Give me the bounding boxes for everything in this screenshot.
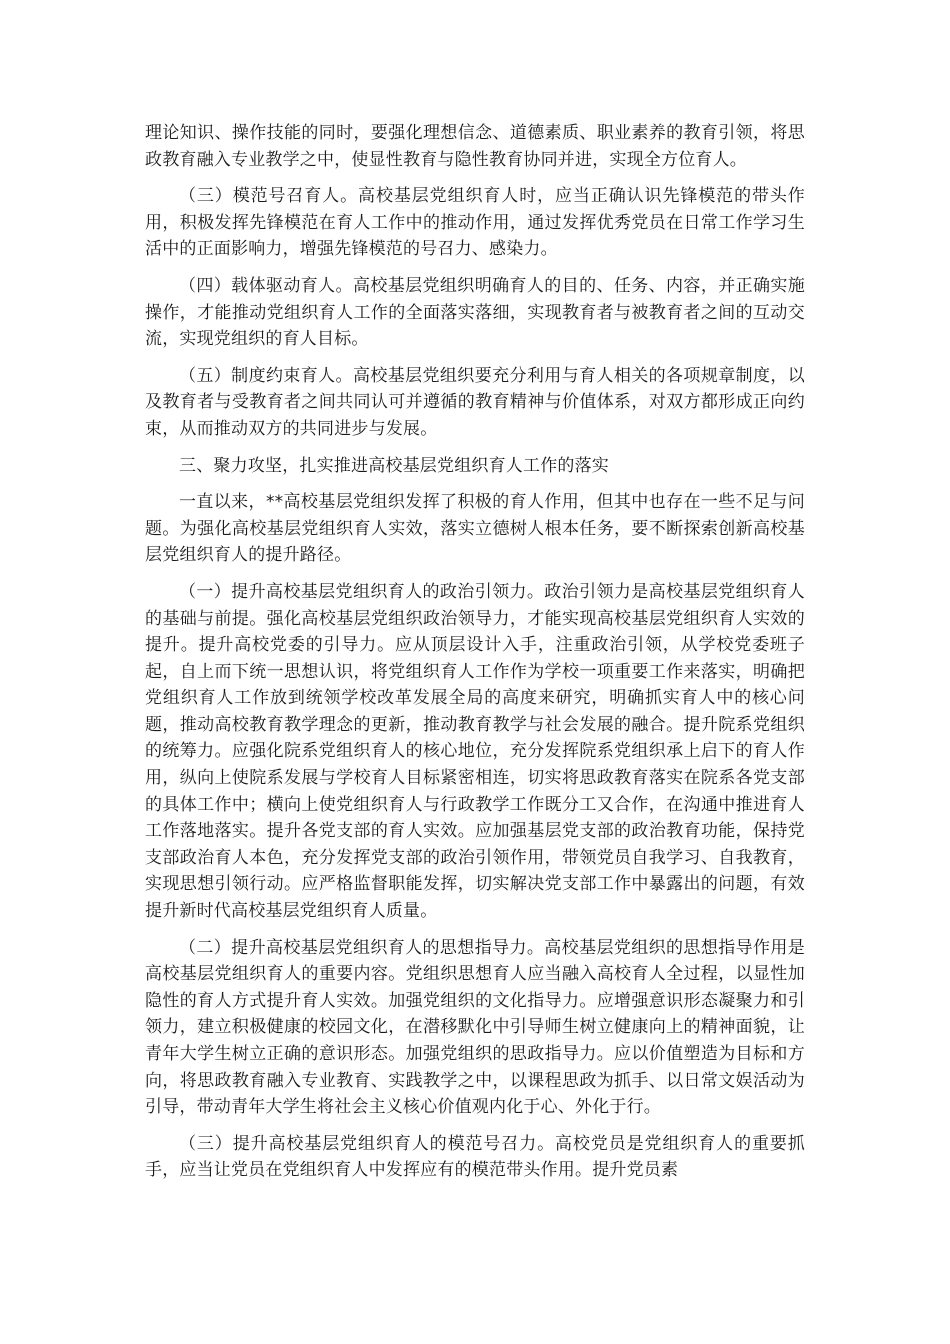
- paragraph-model-leading: （三）模范号召育人。高校基层党组织育人时，应当正确认识先锋模范的带头作用，积极发挥先锋模范在育人工作中的推动作用，通过发挥优秀党员在日常工作学习生活中的正面影响力，增强先锋模范的号召力、感染力。: [145, 186, 805, 260]
- paragraph-model-appeal: （三）提升高校基层党组织育人的模范号召力。高校党员是党组织育人的重要抓手，应当让党员在党组织育人中发挥应有的模范带头作用。提升党员素: [145, 1133, 805, 1181]
- document-body: [145, 120, 805, 1194]
- paragraph-intro: 一直以来，**高校基层党组织发挥了积极的育人作用，但其中也存在一些不足与问题。为强化高校基层党组织育人实效，落实立德树人根本任务，要不断探索创新高校基层党组织育人的提升路径。: [145, 492, 805, 566]
- paragraph-continuation: 理论知识、操作技能的同时，要强化理想信念、道德素质、职业素养的教育引领，将思政教育融入专业教学之中，使显性教育与隐性教育协同并进，实现全方位育人。: [145, 123, 805, 170]
- section-heading-three: 三、聚力攻坚，扎实推进高校基层党组织育人工作的落实: [179, 455, 609, 476]
- paragraph-institution-constraint: （五）制度约束育人。高校基层党组织要充分利用与育人相关的各项规章制度，以及教育者与受教育者之间共同认可并遵循的教育精神与价值体系，对双方都形成正向约束，从而推动双方的共同进步与发展。: [145, 365, 805, 439]
- paragraph-ideological-guidance: （二）提升高校基层党组织育人的思想指导力。高校基层党组织的思想指导作用是高校基层党组织育人的重要内容。党组织思想育人应当融入高校育人全过程，以显性加隐性的育人方式提升育人实效。加强党组织的文化指导力。应增强意识形态凝聚力和引领力，建立积极健康的校园文化，在潜移默化中引导师生树立健康向上的精神面貌，让青年大学生树立正确的意识形态。加强党组织的思政指导力。应以价值塑造为目标和方向，将思政教育融入专业教育、实践教学之中，以课程思政为抓手、以日常文娱活动为引导，带动青年大学生将社会主义核心价值观内化于心、外化于行。: [145, 937, 805, 1118]
- paragraph-political-guidance: （一）提升高校基层党组织育人的政治引领力。政治引领力是高校基层党组织育人的基础与前提。强化高校基层党组织政治领导力，才能实现高校基层党组织育人实效的提升。提升高校党委的引导力。应从顶层设计入手，注重政治引领，从学校党委班子起，自上而下统一思想认识，将党组织育人工作作为学校一项重要工作来落实，明确把党组织育人工作放到统领学校改革发展全局的高度来研究，明确抓实育人中的核心问题，推动高校教育教学理念的更新，推动教育教学与社会发展的融合。提升院系党组织的统筹力。应强化院系党组织育人的核心地位，充分发挥院系党组织承上启下的育人作用，纵向上使院系发展与学校育人目标紧密相连，切实将思政教育落实在院系各党支部的具体工作中；横向上使党组织育人与行政教学工作既分工又合作，在沟通中推进育人工作落地落实。提升各党支部的育人实效。应加强基层党支部的政治教育功能，保持党支部政治育人本色，充分发挥党支部的政治引领作用，带领党员自我学习、自我教育，实现思想引领行动。应严格监督职能发挥，切实解决党支部工作中暴露出的问题，有效提升新时代高校基层党组织育人质量。: [145, 581, 805, 922]
- paragraph-carrier-driven: （四）载体驱动育人。高校基层党组织明确育人的目的、任务、内容，并正确实施操作，才能推动党组织育人工作的全面落实落细，实现教育者与被教育者之间的互动交流，实现党组织的育人目标。: [145, 275, 805, 350]
